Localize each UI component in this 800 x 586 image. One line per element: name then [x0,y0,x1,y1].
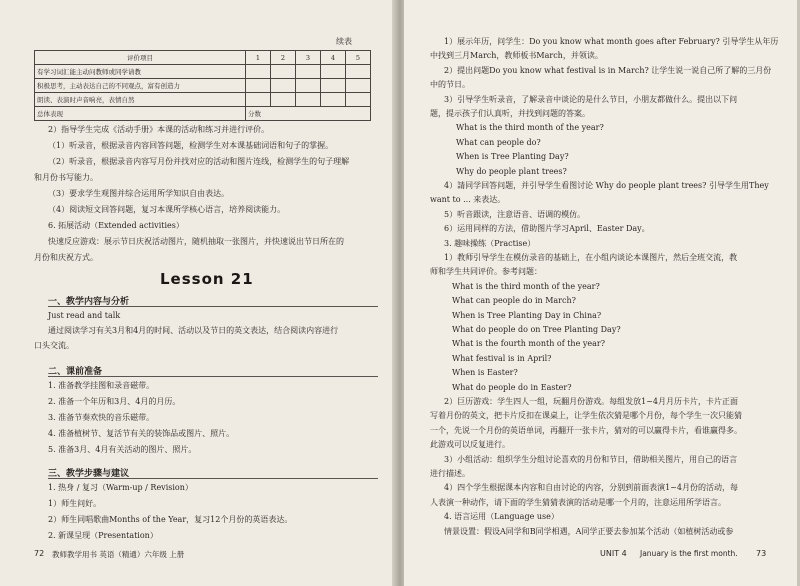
text-line: （4）阅读短文回答问题，复习本课所学核心语言，培养阅读能力。 [48,205,286,214]
text-line: 人表演一种动作，请下面的学生猜猜表演的活动是哪一个月的，注意运用所学语言。 [430,498,726,507]
table-cell: 有学习词汇能主动问教师或同学请教 [35,65,246,79]
text-line: 3）引导学生听录音，了解录音中谈论的是什么节日，小朋友都做什么。提出以下问 [444,95,738,104]
table-header-cell: 3 [296,51,321,65]
text-line: 月份和庆祝方式。 [34,253,98,262]
text-line: 3. 趣味操练（Practise） [444,239,536,248]
text-line: 4）四个学生根据课本内容和自由讨论的内容，分别到前面表演1~4月份的活动，每 [444,483,738,492]
text-line: 2. 准备一个年历和3月、4月的月历。 [48,397,181,406]
text-line: 中的节日。 [430,80,470,89]
text-line: Just read and talk [48,311,121,320]
text-line: 3. 准备节奏欢快的音乐磁带。 [48,413,155,422]
text-line: 2）巨历游戏：学生四人一组，玩翻月份游戏。每组发放1~4月月历卡片，卡片正面 [444,397,738,406]
text-line: 中找到三月March，教师板书March，并领读。 [430,51,603,60]
section-title: 三、教学步骤与建议 [48,469,130,479]
table-header-cell: 2 [271,51,296,65]
text-line: 1. 热身 / 复习（Warm-up / Revision） [48,483,193,492]
text-line: 口头交流。 [34,341,74,350]
text-line: 1. 准备教学挂图和录音磁带。 [48,381,155,390]
text-line: When is Easter? [452,368,518,377]
text-line: What festival is in April? [452,354,552,363]
text-line: （1）听录音，根据录音内容回答问题，检测学生对本课基础词语和句子的掌握。 [48,141,334,150]
table-header-row [35,51,371,65]
text-line: What do people do on Tree Planting Day? [452,325,621,334]
page-number: 72 [34,549,45,558]
total-label: 总体表现 [35,107,246,121]
text-line: 1）师生问好。 [48,499,102,508]
section-title: 一、教学内容与分析 [48,297,130,307]
text-line: 4）請同学回答问题，并引导学生看图讨论 Why do people plant trees? 引导学生用They [444,181,769,190]
table-header-cell: 评价项目 [35,51,246,65]
text-line: 快速反应游戏：展示节日庆祝活动图片，随机抽取一张图片，并快速说出节日所在的 [48,237,344,246]
text-line: （2）听录音，根据录音内容写月份并找对应的活动和图片连线，检测学生的句子理解 [48,157,350,166]
text-line: 5. 准备3月、4月有关活动的图片、照片。 [48,445,197,454]
text-line: 写着月份的英文，把卡片反扣在课桌上，让学生依次猜是哪个月份，每个学生一次只能猜 [430,411,742,420]
table-header-cell: 4 [321,51,346,65]
text-line: 5）听音跟读，注意语音、语调的模仿。 [444,210,586,219]
table-cell: 积极思考，主动表达自己的不同观点，富有创造力 [35,79,246,93]
right-page [404,0,800,586]
table-header-cell: 5 [346,51,371,65]
section-divider [48,478,378,479]
text-line: What do people do in Easter? [452,383,572,392]
table-header-cell: 1 [246,51,271,65]
text-line: What is the third month of the year? [456,123,604,132]
page-number: 73 [756,549,767,558]
text-line: 情景设置：假设A同学和B同学相遇，A同学正要去参加某个活动（如植树活动或参 [444,527,734,536]
text-line: What is the third month of the year? [452,282,600,291]
text-line: 6）运用同样的方法，借助图片学习April、Easter Day。 [444,224,650,233]
text-line: 1）教师引导学生在模仿录音的基础上，在小组内谈论本课图片，然后全班交流，教 [444,253,738,262]
text-line: 4. 准备植树节、复活节有关的装饰品或图片、照片。 [48,429,235,438]
text-line: 6. 拓展活动（Extended activities） [48,221,184,230]
text-line: What can people do? [456,138,541,147]
running-footer: 教师教学用书 英语（精通）六年级 上册 [52,550,185,559]
text-line: 此游戏可以反复进行。 [430,440,510,449]
text-line: 题，提示孩子们认真听，并找到问题的答案。 [430,109,590,118]
text-line: Why do people plant trees? [456,167,567,176]
section-divider [48,306,378,307]
text-line: When is Tree Planting Day in China? [452,311,602,320]
text-line: 一个，先说一个月份的英语单词，再翻开一张卡片，猜对的可以赢得卡片，看谁赢得多。 [430,426,742,435]
table-cell: 朗读、表演时声音响亮，表情自然 [35,93,246,107]
table-total-row [35,107,371,121]
evaluation-table [34,50,371,121]
text-line: When is Tree Planting Day? [456,152,569,161]
text-line: 3）小组活动：组织学生分组讨论喜欢的月份和节日，借助相关图片，用自己的语言 [444,455,738,464]
text-line: 和月份书写能力。 [34,173,98,182]
table-row [35,93,371,107]
table-row [35,79,371,93]
text-line: （3）要求学生观图并综合运用所学知识自由表达。 [48,189,230,198]
text-line: 4. 语言运用（Language use） [444,512,559,521]
text-line: 2. 新课呈现（Presentation） [48,531,158,540]
table-caption: 续表 [336,37,352,46]
table-row [35,65,371,79]
lesson-title: Lesson 21 [160,270,254,288]
text-line: 通过阅读学习有关3月和4月的时间、活动以及节日的英文表达，结合阅读内容进行 [48,326,339,335]
running-footer-title: January is the first month. [640,549,738,558]
text-line: 2）指导学生完成《活动手册》本课的活动和练习并进行评价。 [48,125,270,134]
text-line: What is the fourth month of the year? [452,339,605,348]
text-line: 2）师生同唱歌曲Months of the Year，复习12个月份的英语表达。 [48,515,293,524]
score-label: 分数 [246,107,371,121]
running-footer-unit: UNIT 4 [600,549,627,558]
section-divider [48,376,378,377]
section-title: 二、课前准备 [48,367,103,377]
text-line: want to ... 来表达。 [430,195,506,204]
text-line: 1）展示年历，问学生：Do you know what month goes after February? 引导学生从年历 [444,37,779,46]
left-page [0,0,396,586]
text-line: 进行描述。 [430,469,470,478]
text-line: What can people do in March? [452,296,576,305]
text-line: 2）提出问题Do you know what festival is in March? 让学生说一说自己所了解的三月份 [444,66,772,75]
text-line: 师和学生共同评价。参考问题： [430,267,542,276]
